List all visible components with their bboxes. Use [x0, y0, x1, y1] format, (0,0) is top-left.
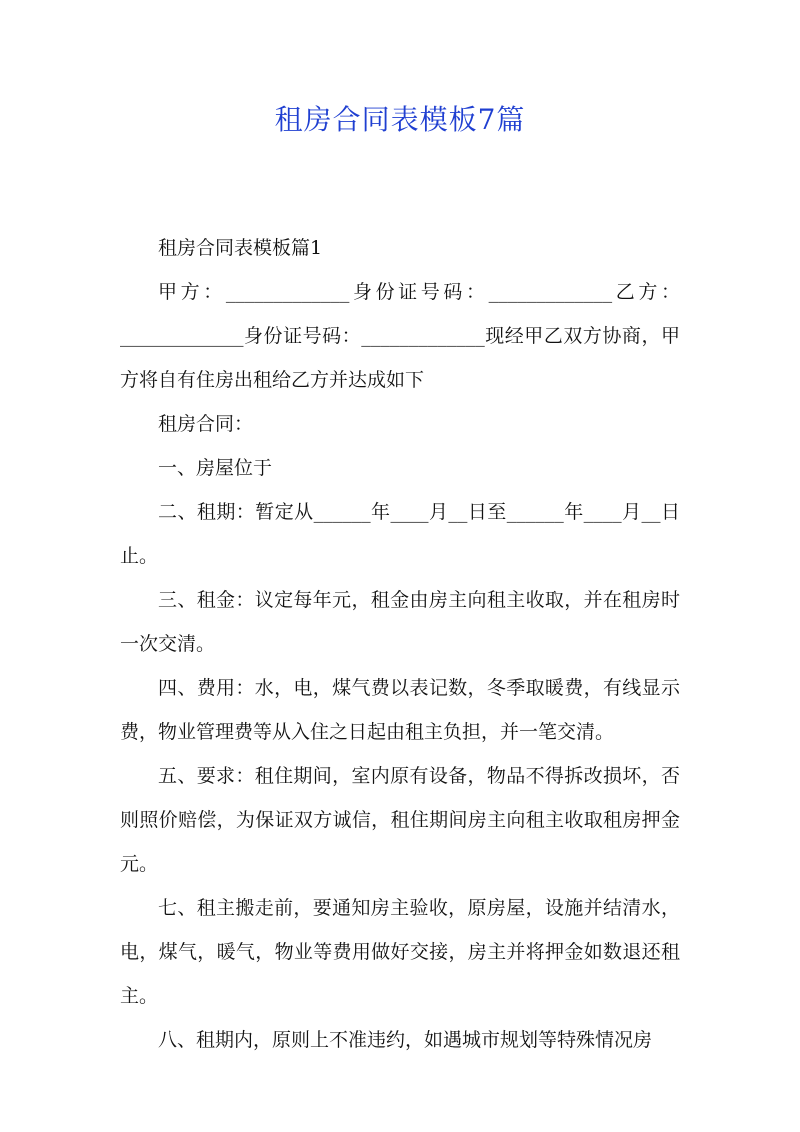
paragraph-clause-1: 一、房屋位于 [158, 457, 273, 479]
paragraph-clause-3: 三、租金：议定每年元，租金由房主向租主收取，并在租房时一次交清。 [120, 589, 680, 655]
paragraph-contract-label: 租房合同： [158, 413, 254, 435]
document-body [120, 226, 680, 1062]
paragraph-clause-5: 五、要求：租住期间，室内原有设备，物品不得拆改损坏，否则照价赔偿，为保证双方诚信，租住期间房主向租主收取租房押金元。 [120, 765, 680, 875]
paragraph-clause-4: 四、费用：水，电，煤气费以表记数，冬季取暖费，有线显示费，物业管理费等从入住之日起由租主负担，并一笔交清。 [120, 677, 680, 743]
paragraph-clause-2: 二、租期：暂定从______年____月__日至______年____月__日止。 [120, 501, 680, 567]
paragraph-clause-7: 七、租主搬走前，要通知房主验收，原房屋，设施并结清水，电，煤气，暖气，物业等费用做好交接，房主并将押金如数退还租主。 [120, 897, 680, 1007]
paragraph-clause-8: 八、租期内，原则上不准违约，如遇城市规划等特殊情况房 [158, 1029, 653, 1051]
paragraph-section-heading: 租房合同表模板篇1 [158, 237, 323, 259]
paragraph-parties: 甲方：_____________身份证号码：_____________乙方：_____________身份证号码：_____________现经甲乙双方协商，甲方将自有住房出租给乙方并达成如下 [120, 281, 680, 391]
document-title: 租房合同表模板7篇 [274, 103, 526, 136]
